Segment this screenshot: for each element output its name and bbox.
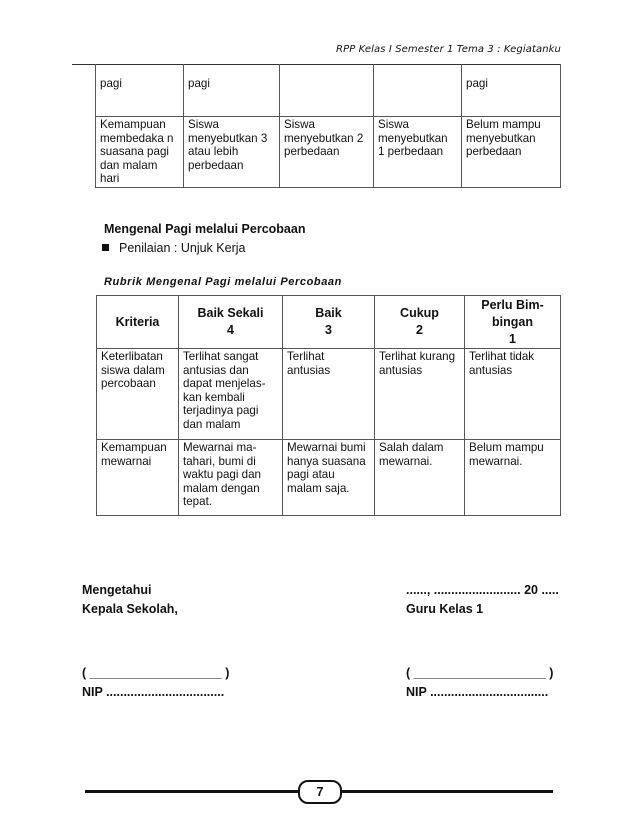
table-row [97, 440, 561, 516]
rubric-table [96, 295, 561, 516]
table-cell: Terlihat antusias [283, 349, 375, 440]
footer-rule-left [85, 790, 300, 793]
table-cell: pagi [96, 64, 184, 117]
signature-left-line1: Mengetahui [82, 583, 152, 597]
signature-right-nip: NIP .................................. [406, 685, 549, 699]
table-cell: pagi [462, 64, 561, 117]
header-score: 1 [509, 331, 516, 346]
header-score: 2 [416, 323, 423, 337]
signature-right-line1: ......, ......................... 20 ..... [406, 583, 559, 597]
signature-right-name: ( ___________________ ) [406, 666, 554, 680]
signature-right-line2: Guru Kelas 1 [406, 602, 484, 616]
assessment-bullet [102, 241, 245, 255]
header-label: Baik [315, 306, 342, 320]
table-cell: Keterlibatan siswa dalam percobaan [97, 349, 179, 440]
table-cell: Kemampuan mewarnai [97, 440, 179, 516]
header-cell [465, 296, 561, 349]
table-cell: Belum mampu menyebutkan perbedaan [462, 117, 561, 188]
header-label: Cukup [400, 306, 439, 320]
header-label: Kriteria [115, 314, 160, 329]
table-cell [280, 64, 374, 117]
table-cell: Kemampuan membedaka n suasana pagi dan malam hari [96, 117, 184, 188]
running-header: RPP Kelas I Semester 1 Tema 3 : Kegiatanku [336, 44, 561, 55]
table-cell: pagi [184, 64, 280, 117]
table-cell: Terlihat sangat antusias dan dapat menjelas-kan kembali terjadinya pagi dan malam [179, 349, 283, 440]
header-score: 3 [325, 323, 332, 337]
bullet-text: Penilaian : Unjuk Kerja [119, 241, 246, 255]
table-cell: Salah dalam mewarnai. [375, 440, 465, 516]
table-cell: Mewarnai bumi hanya suasana pagi atau malam saja. [283, 440, 375, 516]
table-cell: Siswa menyebutkan 2 perbedaan [280, 117, 374, 188]
table-cell: Terlihat tidak antusias [465, 349, 561, 440]
table-row [96, 117, 561, 188]
header-cell [375, 296, 465, 349]
rubric-title: Rubrik Mengenal Pagi melalui Percobaan [104, 276, 342, 288]
assessment-table-continued [95, 64, 561, 188]
table-cell [374, 64, 462, 117]
table-cell: Terlihat kurang antusias [375, 349, 465, 440]
header-cell [97, 296, 179, 349]
footer-rule-right [340, 790, 553, 793]
table-cell: Mewarnai ma-tahari, bumi di waktu pagi dan malam dengan tepat. [179, 440, 283, 516]
table-row [97, 349, 561, 440]
page-number: 7 [298, 780, 342, 804]
header-cell [179, 296, 283, 349]
table-cell: Siswa menyebutkan 3 atau lebih perbedaan [184, 117, 280, 188]
table-row [96, 64, 561, 117]
table-cell: Belum mampu mewarnai. [465, 440, 561, 516]
signature-left-line2: Kepala Sekolah, [82, 602, 178, 616]
table-header-row [97, 296, 561, 349]
header-label: Baik Sekali [197, 306, 264, 320]
signature-left-nip: NIP .................................. [82, 685, 225, 699]
table-cell: Siswa menyebutkan 1 perbedaan [374, 117, 462, 188]
section-title: Mengenal Pagi melalui Percobaan [104, 222, 306, 236]
header-cell [283, 296, 375, 349]
square-bullet-icon [102, 244, 109, 251]
header-score: 4 [227, 323, 234, 337]
header-label: Perlu Bim-bingan [481, 297, 544, 329]
signature-left-name: ( ___________________ ) [82, 666, 230, 680]
